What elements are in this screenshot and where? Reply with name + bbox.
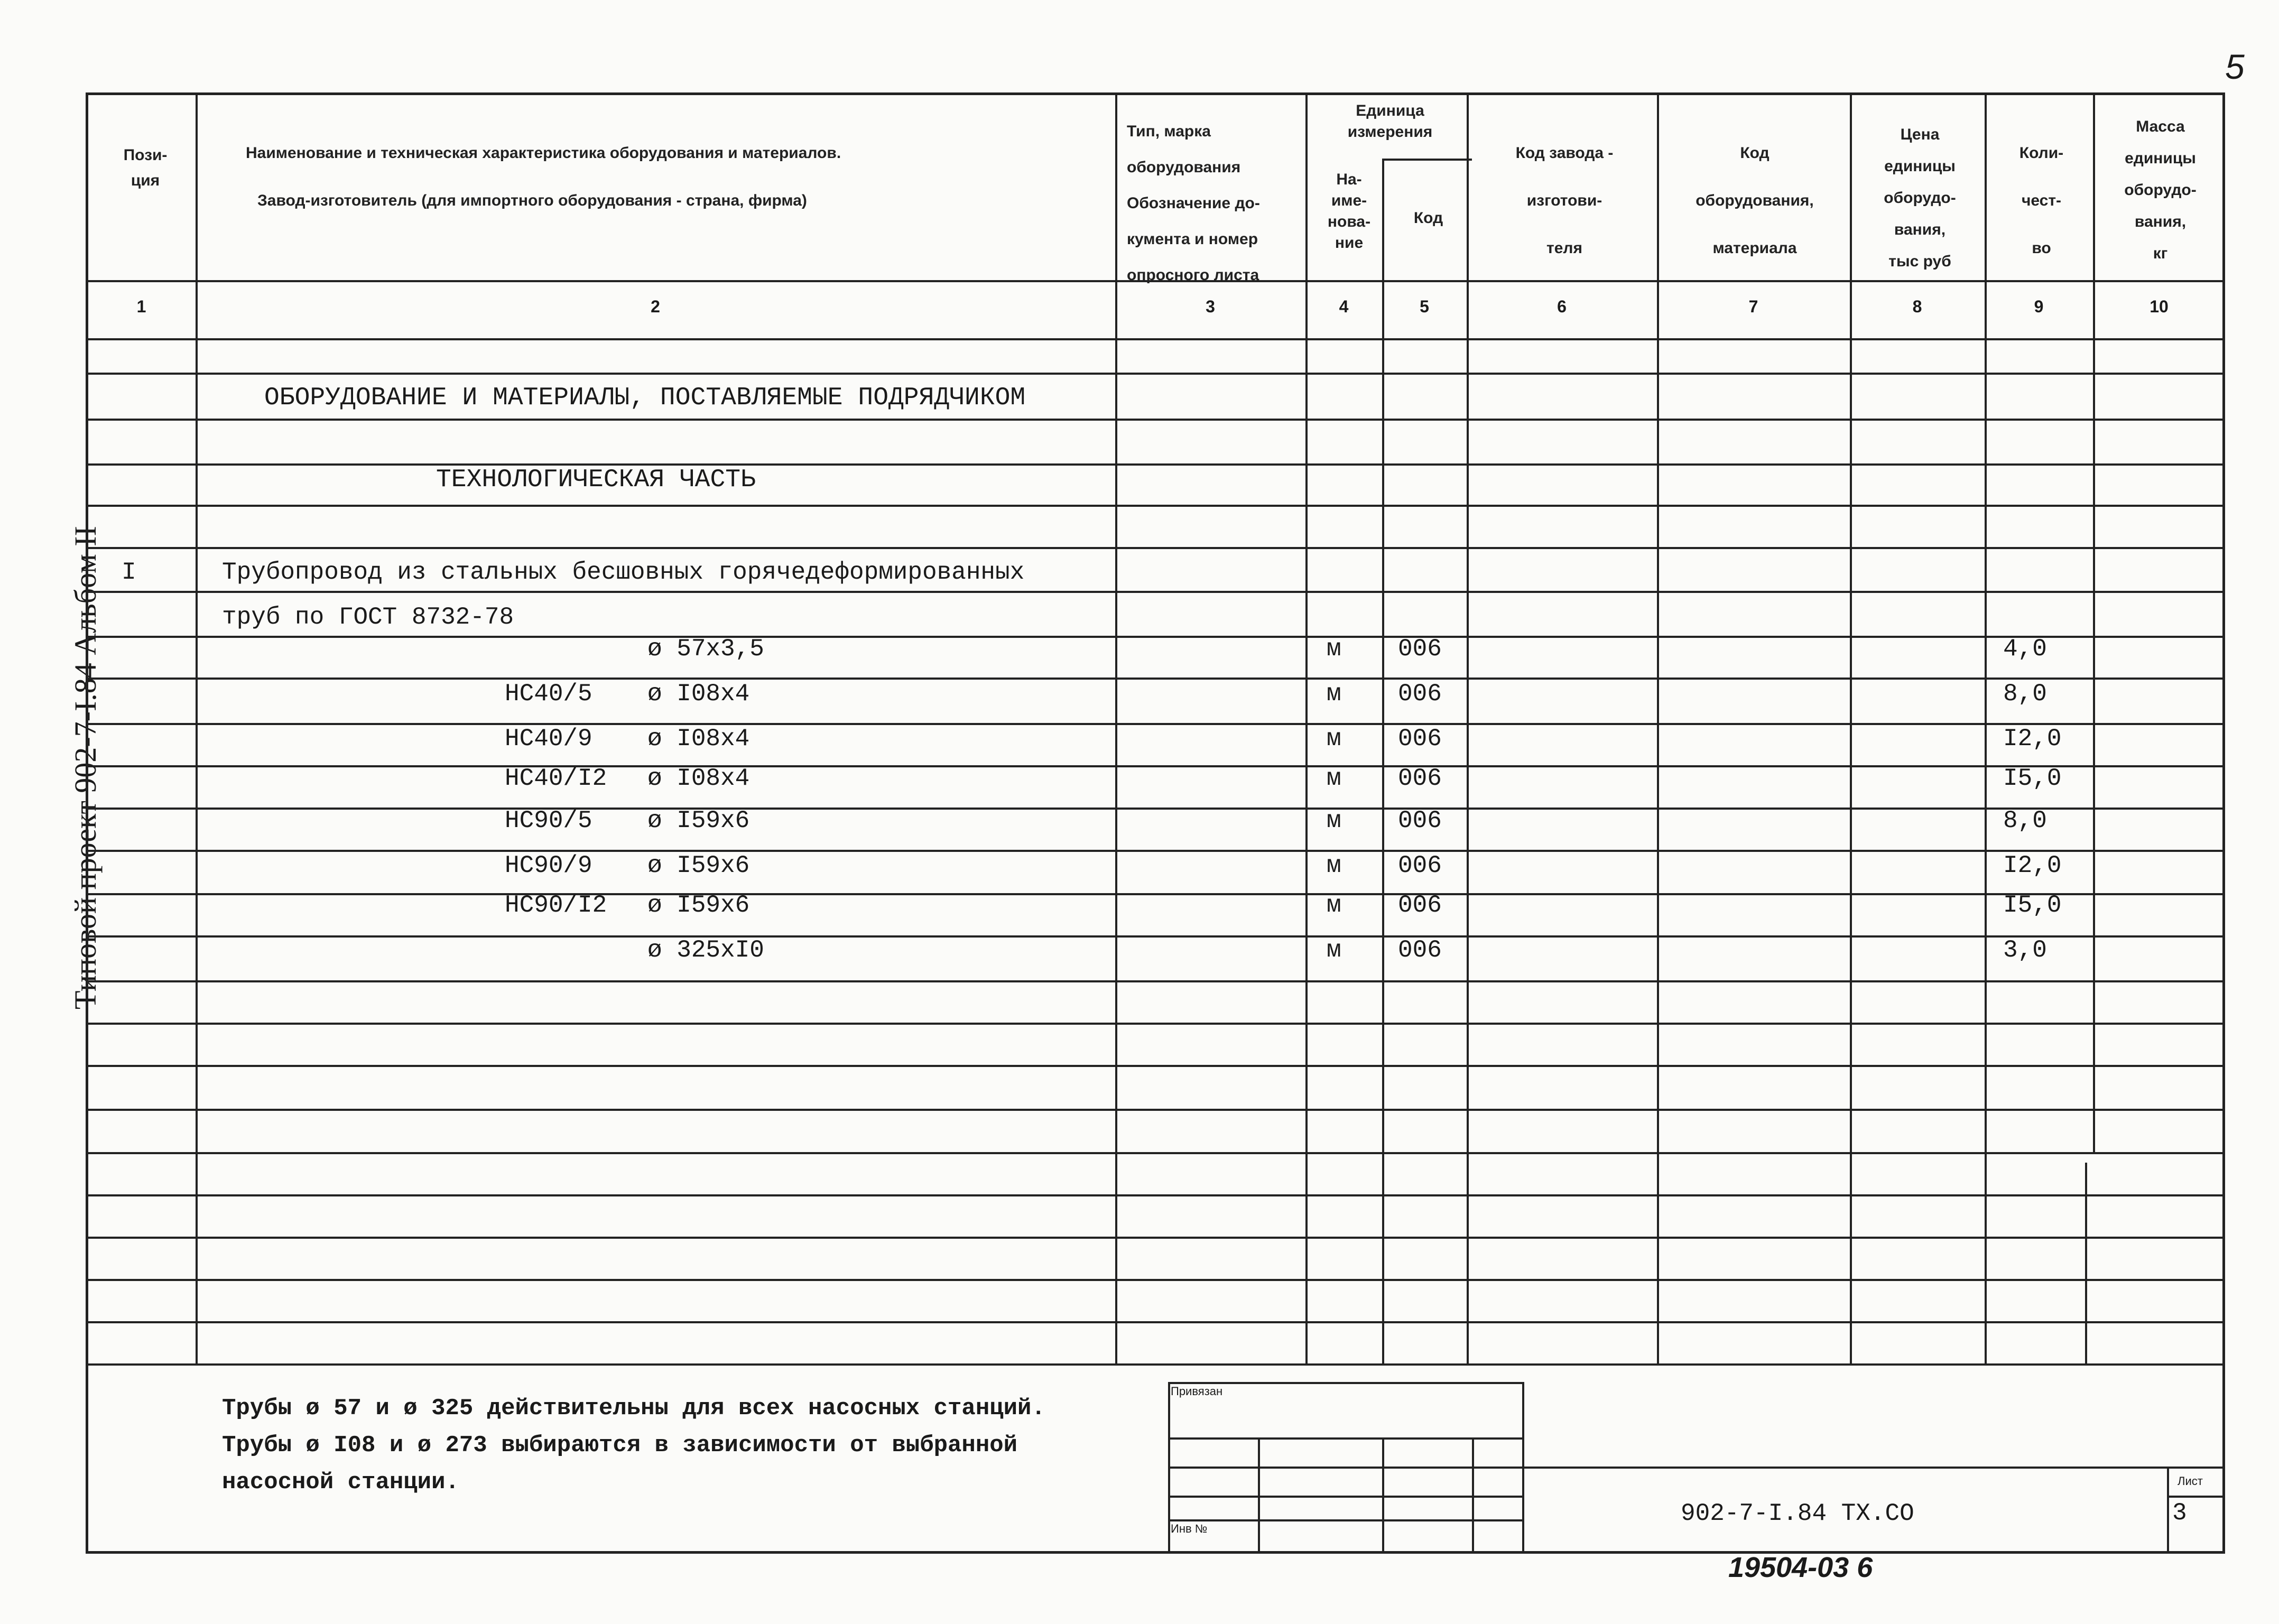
table-rule: [1472, 1437, 1474, 1551]
row-unit: м: [1327, 765, 1341, 792]
row-mark: НС40/5: [505, 680, 592, 708]
table-rule: [87, 505, 2225, 507]
column-number-10: 10: [2150, 297, 2169, 316]
notes-block: [222, 1390, 1045, 1501]
table-rule: [87, 980, 2225, 982]
table-rule: [1168, 1519, 1522, 1521]
row-unit-code: 006: [1398, 892, 1442, 919]
note-line: Трубы ø 57 и ø 325 действительны для всех насосных станций.: [222, 1395, 1045, 1422]
row-unit-code: 006: [1398, 807, 1442, 834]
row-size: ø I08х4: [647, 725, 750, 753]
row-quantity: I2,0: [2003, 852, 2062, 879]
table-rule: [87, 547, 2225, 549]
column-number-7: 7: [1748, 297, 1758, 316]
table-rule: [87, 1321, 2225, 1323]
row-size: ø I59х6: [647, 807, 750, 834]
section-title: ОБОРУДОВАНИЕ И МАТЕРИАЛЫ, ПОСТАВЛЯЕМЫЕ ПОДРЯДЧИКОМ: [264, 384, 1026, 412]
table-rule: [2085, 1163, 2087, 1363]
table-rule: [87, 591, 2225, 593]
table-rule: [87, 765, 2225, 767]
table-rule: [87, 1023, 2225, 1025]
header-name-line2: Завод-изготовитель (для импортного оборудования - страна, фирма): [257, 192, 807, 209]
row-unit: м: [1327, 635, 1341, 663]
row-unit-code: 006: [1398, 725, 1442, 753]
row-mark: НС90/I2: [505, 892, 607, 919]
table-rule: [87, 419, 2225, 421]
header-unit-group: Единица измерения: [1347, 102, 1433, 141]
column-number-2: 2: [651, 297, 660, 316]
document-number: 902-7-I.84 ТХ.СО: [1681, 1500, 1914, 1527]
table-rule: [87, 636, 2225, 638]
row-size: ø I08х4: [647, 680, 750, 708]
row-quantity: I5,0: [2003, 892, 2062, 919]
row-unit-code: 006: [1398, 680, 1442, 708]
column-number-1: 1: [136, 297, 146, 316]
row-quantity: 8,0: [2003, 807, 2047, 834]
list-label: Лист: [2178, 1474, 2203, 1488]
table-rule: [87, 723, 2225, 725]
table-rule: [1850, 92, 1852, 1363]
row-unit: м: [1327, 852, 1341, 879]
privyazan-label: Привязан: [1171, 1385, 1223, 1398]
table-rule: [87, 1551, 2225, 1553]
column-number-4: 4: [1339, 297, 1349, 316]
item-name-line2: труб по ГОСТ 8732-78: [222, 604, 514, 631]
table-rule: [1382, 1437, 1384, 1551]
row-size: ø I59х6: [647, 892, 750, 919]
table-rule: [1168, 1382, 1522, 1384]
table-rule: [196, 92, 198, 1363]
table-rule: [1168, 1382, 1170, 1551]
table-rule: [87, 1363, 2225, 1366]
table-rule: [1657, 92, 1659, 1363]
row-size: ø 325хI0: [647, 936, 764, 964]
table-rule: [87, 1065, 2225, 1067]
column-number-5: 5: [1420, 297, 1429, 316]
row-quantity: I5,0: [2003, 765, 2062, 792]
header-equipment-code: Код оборудования, материала: [1696, 144, 1814, 257]
row-quantity: I2,0: [2003, 725, 2062, 753]
table-rule: [1115, 92, 1117, 1363]
row-unit-code: 006: [1398, 765, 1442, 792]
archive-stamp: 19504-03 6: [1728, 1552, 1873, 1583]
table-rule: [1382, 159, 1472, 161]
header-manufacturer-code: Код завода - изготови- теля: [1515, 144, 1614, 257]
row-unit-code: 006: [1398, 936, 1442, 964]
section-subtitle: ТЕХНОЛОГИЧЕСКАЯ ЧАСТЬ: [436, 466, 756, 494]
column-number-9: 9: [2034, 297, 2044, 316]
header-name-line1: Наименование и техническая характеристика оборудования и материалов.: [246, 144, 841, 162]
header-unit-price: Цена единицы оборудо- вания, тыс руб: [1884, 126, 1956, 270]
table-rule: [1522, 1467, 2225, 1469]
row-unit-code: 006: [1398, 635, 1442, 663]
table-rule: [87, 1109, 2225, 1111]
table-rule: [1168, 1437, 1522, 1440]
row-unit: м: [1327, 936, 1341, 964]
table-rule: [1985, 92, 1987, 1363]
table-rule: [87, 463, 2225, 466]
item-name-line1: Трубопровод из стальных бесшовных горячедеформированных: [222, 559, 1025, 586]
table-rule: [2167, 1496, 2225, 1498]
row-unit: м: [1327, 807, 1341, 834]
table-rule: [2167, 1467, 2169, 1551]
table-rule: [87, 808, 2225, 810]
row-size: ø 57х3,5: [647, 635, 764, 663]
table-rule: [87, 935, 2225, 938]
table-rule: [87, 678, 2225, 680]
row-unit: м: [1327, 680, 1341, 708]
table-rule: [1522, 1382, 1524, 1551]
inv-number-label: Инв №: [1171, 1522, 1208, 1535]
header-quantity: Коли- чест- во: [2019, 144, 2064, 257]
table-rule: [87, 1237, 2225, 1239]
row-quantity: 4,0: [2003, 635, 2047, 663]
note-line: Трубы ø I08 и ø 273 выбираются в зависимости от выбранной: [222, 1432, 1018, 1459]
row-quantity: 3,0: [2003, 936, 2047, 964]
table-rule: [1168, 1496, 1522, 1498]
page-number: 5: [2225, 47, 2245, 86]
header-unit-mass: Масса единицы оборудо- вания, кг: [2124, 118, 2197, 262]
row-mark: НС90/9: [505, 852, 592, 879]
table-rule: [87, 1279, 2225, 1281]
table-rule: [87, 1152, 2225, 1154]
table-rule: [87, 893, 2225, 895]
item-position: I: [122, 559, 136, 586]
column-number-8: 8: [1912, 297, 1922, 316]
column-number-6: 6: [1557, 297, 1567, 316]
row-quantity: 8,0: [2003, 680, 2047, 708]
header-unit-name: На- име- нова- ние: [1327, 171, 1371, 252]
header-type-mark: Тип, марка оборудования Обозначение до- кумента и номер опросного листа: [1127, 123, 1260, 284]
row-mark: НС40/9: [505, 725, 592, 753]
side-label: Типовой проект 902-7-I.84 Альбом II: [68, 526, 103, 1009]
row-size: ø I08х4: [647, 765, 750, 792]
table-rule: [87, 1194, 2225, 1196]
table-rule: [87, 373, 2225, 375]
table-rule: [87, 850, 2225, 852]
row-mark: НС90/5: [505, 807, 592, 834]
row-unit: м: [1327, 725, 1341, 753]
table-rule: [87, 338, 2225, 340]
row-unit: м: [1327, 892, 1341, 919]
table-rule: [1168, 1467, 1522, 1469]
column-number-3: 3: [1206, 297, 1215, 316]
list-value: 3: [2172, 1499, 2187, 1527]
table-rule: [1382, 159, 1384, 1363]
header-unit-code: Код: [1413, 209, 1443, 227]
row-unit-code: 006: [1398, 852, 1442, 879]
row-size: ø I59х6: [647, 852, 750, 879]
table-rule: [1258, 1437, 1260, 1551]
note-line: насосной станции.: [222, 1469, 459, 1496]
table-rule: [1467, 92, 1469, 1363]
header-position: Пози- ция: [123, 146, 168, 189]
row-mark: НС40/I2: [505, 765, 607, 792]
